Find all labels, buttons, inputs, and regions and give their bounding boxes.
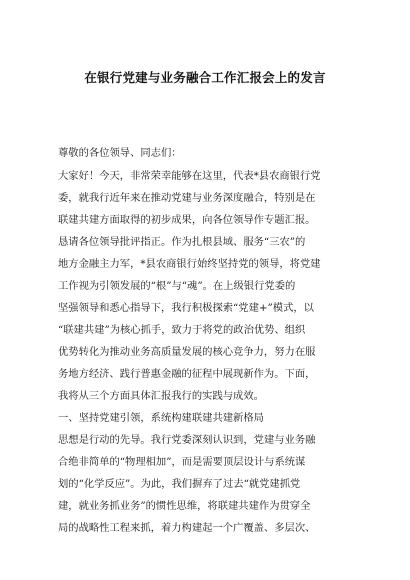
body-line: 务地方经济、践行普惠金融的征程中展现新作为。下面， (58, 368, 316, 380)
body-line: 优势转化为推动业务高质量发展的核心竞争力，努力在服 (58, 346, 316, 358)
body-line: 地方金融主力军，*县农商银行始终坚持党的领导，将党建 (58, 258, 321, 270)
body-line: 工作视为引领发展的“根”与“魂”。在上级银行党委的 (58, 280, 296, 292)
body-line: 思想是行动的先导。我行党委深刻认识到，党建与业务融 (58, 434, 316, 446)
section-heading: 一、坚持党建引领，系统构建联建共建新格局 (58, 412, 264, 424)
body-line: “联建共建”为核心抓手，致力于将党的政治优势、组织 (58, 324, 306, 336)
salutation-line: 尊敬的各位领导、同志们： (58, 147, 182, 159)
body-line: 委，就我行近年来在推动党建与业务深度融合，特别是在 (58, 192, 316, 204)
document-title: 在银行党建与业务融合工作汇报会上的发言 (84, 70, 326, 85)
document-body (58, 142, 358, 539)
body-line: 坚强领导和悉心指导下，我行积极探索“党建+”模式，以 (58, 302, 314, 314)
body-line: 建，就业务抓业务”的惯性思维，将联建共建作为贯穿全 (58, 500, 311, 512)
body-line: 我将从三个方面具体汇报我行的实践与成效。 (58, 390, 264, 402)
body-line: 合绝非简单的“物理相加”，而是需要顶层设计与系统谋 (58, 456, 306, 468)
body-line: 大家好！今天，非常荣幸能够在这里，代表*县农商银行党 (58, 170, 321, 182)
body-line: 恳请各位领导批评指正。作为扎根县域、服务“三农”的 (58, 236, 306, 248)
body-line: 联建共建方面取得的初步成果，向各位领导作专题汇报。 (58, 214, 316, 226)
body-line: 划的“化学反应”。为此，我们摒弃了过去“就党建抓党 (58, 478, 301, 490)
body-line: 局的战略性工程来抓，着力构建起一个广覆盖、多层次、 (58, 522, 316, 534)
